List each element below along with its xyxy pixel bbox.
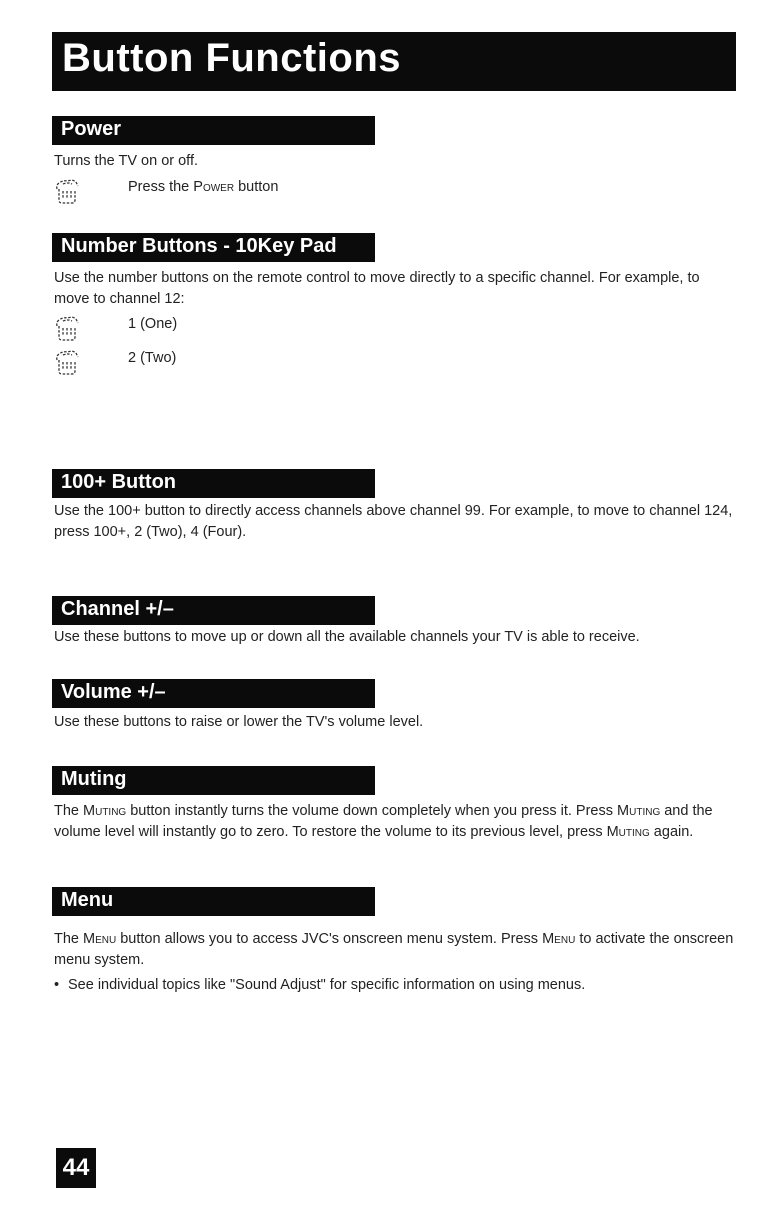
step-label: 1 (One) [128,316,178,332]
section-heading-muting: Muting [52,766,375,795]
press-hand-icon [54,176,80,206]
page-title: Button Functions [62,36,402,80]
press-hand-icon [54,347,80,377]
key-name: Muting [606,824,650,840]
section-heading-power: Power [52,116,375,145]
power-description: Turns the TV on or off. [54,153,199,169]
100-button-description: Use the 100+ button to directly access channels above channel 99. For example, to move to channel 124, press 100+, 2 (Two), 4 (Four). [54,503,733,540]
page-title-bar [52,32,736,91]
menu-bullet: • See individual topics like "Sound Adjust" for specific information on using menus. [54,975,734,996]
power-step: Press the Power button [54,176,454,208]
channel-description: Use these buttons to move up or down all the available channels your TV is able to receive. [54,629,640,645]
section-heading-menu: Menu [52,887,375,916]
menu-description: The Menu button allows you to access JVC's onscreen menu system. Press Menu to activate the onscreen menu system. [54,931,734,968]
key-name: Menu [83,931,117,947]
section-heading-number-buttons: Number Buttons - 10Key Pad [52,233,375,262]
number-step [54,313,454,345]
number-buttons-description: Use the number buttons on the remote control to move directly to a specific channel. For example, to move to channel 12: [54,270,700,307]
page-number-badge [56,1148,96,1188]
muting-description: The Muting button instantly turns the volume down completely when you press it. Press Muting and the volume level will instantly go to zero. To restore the volume to its previous level, press Muting again. [54,803,713,840]
key-name: Muting [617,803,661,819]
key-name: Power [193,179,235,195]
section-heading-100-button: 100+ Button [52,469,375,498]
section-heading-volume: Volume +/– [52,679,375,708]
key-name: Menu [542,931,576,947]
key-name: Muting [83,803,127,819]
volume-description: Use these buttons to raise or lower the TV's volume level. [54,714,424,730]
press-hand-icon [54,313,80,343]
step-label: 2 (Two) [128,350,177,366]
page-number: 44 [62,1154,90,1181]
bullet-icon: • [54,977,60,993]
section-heading-channel: Channel +/– [52,596,375,625]
number-step [54,347,454,379]
